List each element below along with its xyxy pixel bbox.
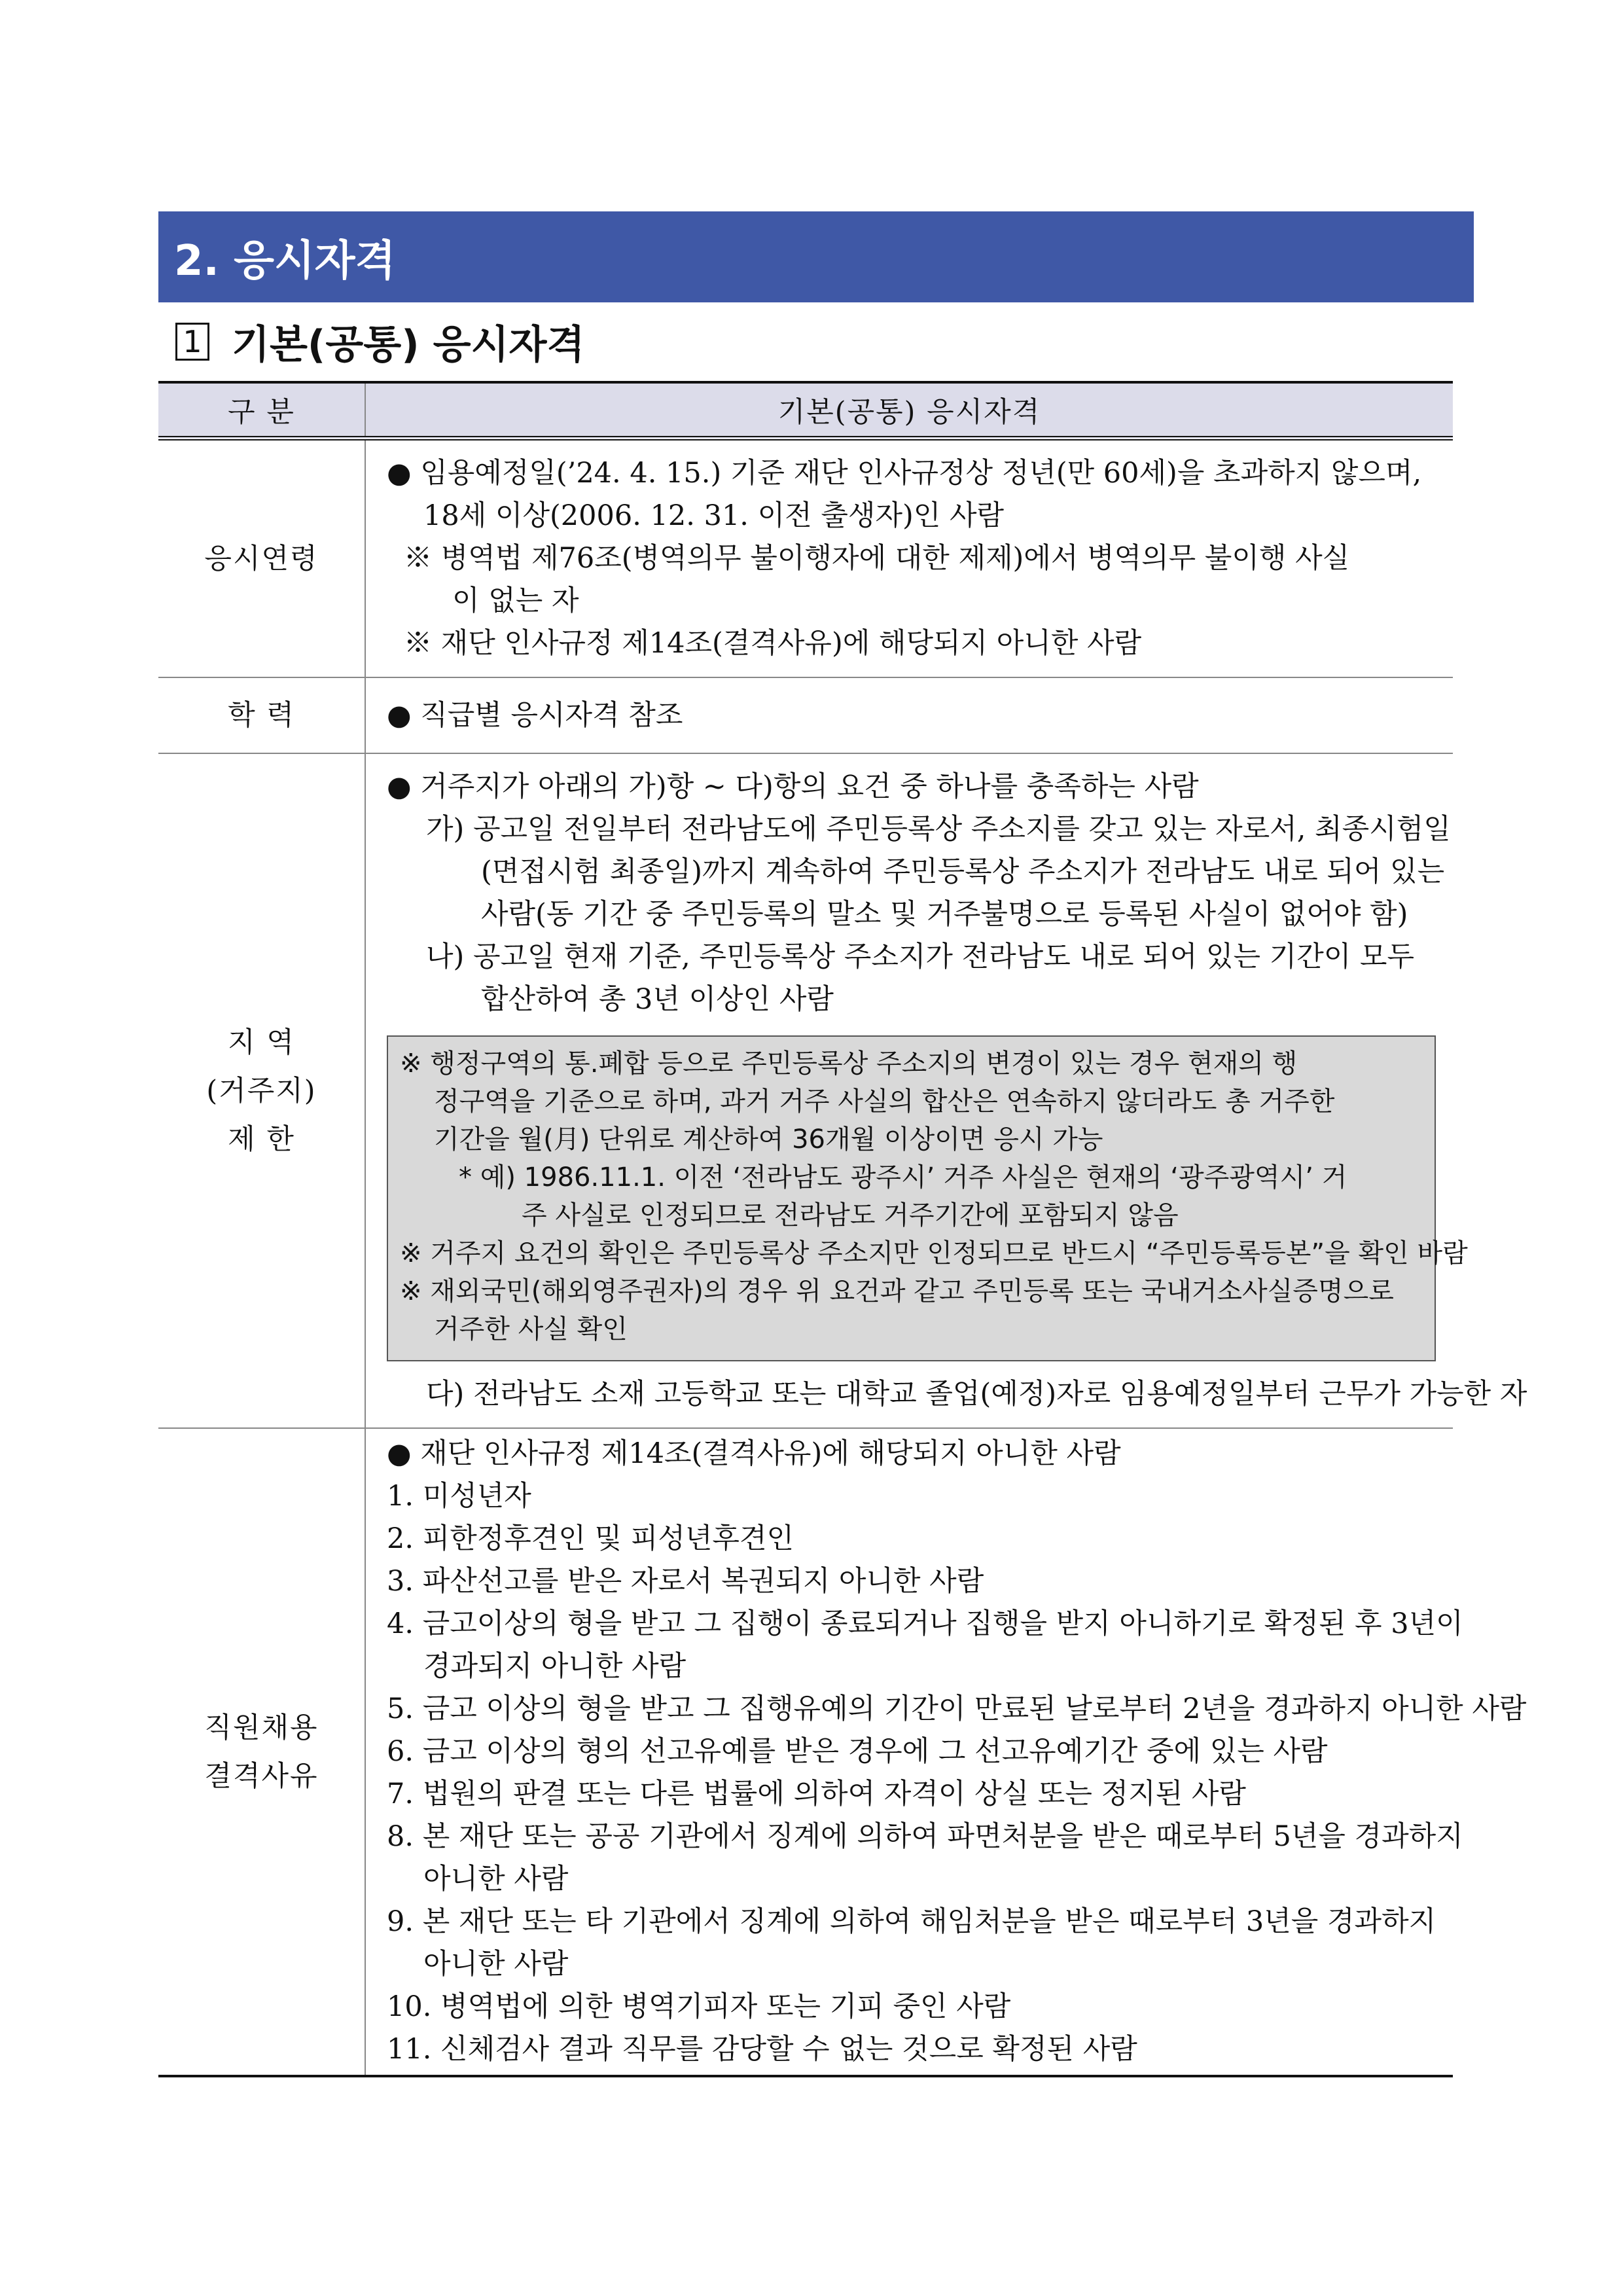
table-header-row — [158, 382, 1453, 439]
disqualification-content — [365, 1428, 1527, 2076]
qualification-table — [158, 381, 1527, 2077]
row-region — [158, 753, 1453, 1428]
subsection-number-box: 1 — [175, 323, 209, 361]
disqualification-line: 9. 본 재단 또는 타 기관에서 징계에 의하여 해임처분을 받은 때로부터 3년을 경과하지 — [387, 1905, 1436, 1938]
disqualification-line: 7. 법원의 판결 또는 다른 법률에 의하여 자격이 상실 또는 정지된 사람 — [387, 1778, 1246, 1810]
disqualification-line: 3. 파산선고를 받은 자로서 복권되지 아니한 사람 — [387, 1565, 984, 1598]
age-line: ※ 병역법 제76조(병역의무 불이행자에 대한 제제)에서 병역의무 불이행 사실 — [404, 542, 1350, 575]
header-qualification: 기본(공통) 응시자격 — [365, 382, 1453, 439]
region-line: 다) 전라남도 소재 고등학교 또는 대학교 졸업(예정)자로 임용예정일부터 근무가 가능한 자 — [426, 1378, 1527, 1410]
region-line: (면접시험 최종일)까지 계속하여 주민등록상 주소지가 전라남도 내로 되어 있는 — [481, 855, 1445, 888]
disqualification-line: ● 재단 인사규정 제14조(결격사유)에 해당되지 아니한 사람 — [387, 1437, 1121, 1470]
region-note: 정구역을 기준으로 하며, 과거 거주 사실의 합산은 연속하지 않더라도 총 거주한 — [434, 1086, 1335, 1117]
age-content — [365, 439, 1453, 678]
age-line: ※ 재단 인사규정 제14조(결격사유)에 해당되지 아니한 사람 — [404, 627, 1142, 660]
region-note: 거주한 사실 확인 — [434, 1314, 628, 1344]
age-line: 18세 이상(2006. 12. 31. 이전 출생자)인 사람 — [423, 499, 1005, 532]
disqualification-line: 4. 금고이상의 형을 받고 그 집행이 종료되거나 집행을 받지 아니하기로 확정된 후 3년이 — [387, 1607, 1463, 1640]
row-education — [158, 677, 1453, 753]
section-title: 2. 응시자격 — [174, 236, 396, 285]
region-line: 나) 공고일 현재 기준, 주민등록상 주소지가 전라남도 내로 되어 있는 기간이 모두 — [426, 941, 1415, 973]
section-title-bar — [158, 211, 1474, 302]
education-line: ● 직급별 응시자격 참조 — [387, 698, 683, 732]
region-line: ● 거주지가 아래의 가)항 ~ 다)항의 요건 중 하나를 충족하는 사람 — [387, 770, 1199, 803]
disqualification-line: 2. 피한정후견인 및 피성년후견인 — [387, 1522, 794, 1555]
age-line: ● 임용예정일(’24. 4. 15.) 기준 재단 인사규정상 정년(만 60세)을 초과하지 않으며, — [387, 457, 1422, 490]
region-label-line: 제 한 — [228, 1122, 295, 1156]
disqualification-line: 1. 미성년자 — [387, 1480, 531, 1513]
region-note: 기간을 월(月) 단위로 계산하여 36개월 이상이면 응시 가능 — [434, 1124, 1103, 1155]
disqualification-line: 8. 본 재단 또는 공공 기관에서 징계에 의하여 파면처분을 받은 때로부터 5년을 경과하지 — [387, 1820, 1463, 1853]
disqualification-line: 경과되지 아니한 사람 — [423, 1650, 687, 1683]
disqualification-label-line: 직원채용 — [204, 1711, 319, 1744]
region-note: * 예) 1986.11.1. 이전 ‘전라남도 광주시’ 거주 사실은 현재의 ‘광주광역시’ 거 — [459, 1162, 1347, 1193]
region-line: 가) 공고일 전일부터 전라남도에 주민등록상 주소지를 갖고 있는 자로서, 최종시험일 — [426, 813, 1451, 846]
disqualification-line: 11. 신체검사 결과 직무를 감당할 수 없는 것으로 확정된 사람 — [387, 2033, 1137, 2066]
disqualification-line: 5. 금고 이상의 형을 받고 그 집행유예의 기간이 만료된 날로부터 2년을 경과하지 아니한 사람 — [387, 1693, 1527, 1725]
subsection-heading — [175, 302, 584, 381]
region-content — [365, 753, 1527, 1428]
region-line: 사람(동 기간 중 주민등록의 말소 및 거주불명으로 등록된 사실이 없어야 함) — [481, 898, 1408, 931]
subsection-title: 기본(공통) 응시자격 — [232, 322, 585, 368]
disqualification-line: 아니한 사람 — [423, 1863, 569, 1895]
region-label-line: 지 역 — [228, 1026, 295, 1059]
disqualification-line: 아니한 사람 — [423, 1948, 569, 1981]
region-note: ※ 행정구역의 통.폐합 등으로 주민등록상 주소지의 변경이 있는 경우 현재의 행 — [400, 1049, 1298, 1079]
disqualification-line: 10. 병역법에 의한 병역기피자 또는 기피 중인 사람 — [387, 1990, 1011, 2023]
region-notes-box — [387, 1035, 1468, 1361]
row-age — [158, 439, 1453, 678]
region-label — [158, 753, 365, 1428]
header-category: 구 분 — [158, 382, 365, 439]
age-label: 응시연령 — [158, 439, 365, 678]
disqualification-line: 6. 금고 이상의 형의 선고유예를 받은 경우에 그 선고유예기간 중에 있는 사람 — [387, 1735, 1328, 1768]
region-label-line: (거주지) — [206, 1074, 317, 1107]
region-note: ※ 재외국민(해외영주권자)의 경우 위 요건과 같고 주민등록 또는 국내거소사실증명으로 — [400, 1276, 1394, 1306]
row-disqualification — [158, 1428, 1453, 2076]
region-note: 주 사실로 인정되므로 전라남도 거주기간에 포함되지 않음 — [522, 1200, 1179, 1230]
disqualification-label — [158, 1428, 365, 2076]
education-label: 학 력 — [158, 677, 365, 753]
region-note: ※ 거주지 요건의 확인은 주민등록상 주소지만 인정되므로 반드시 “주민등록등본”을 확인 바람 — [400, 1238, 1468, 1268]
disqualification-label-line: 결격사유 — [204, 1759, 319, 1793]
education-content — [365, 677, 1453, 753]
age-line: 이 없는 자 — [452, 584, 579, 617]
region-line: 합산하여 총 3년 이상인 사람 — [481, 983, 834, 1016]
